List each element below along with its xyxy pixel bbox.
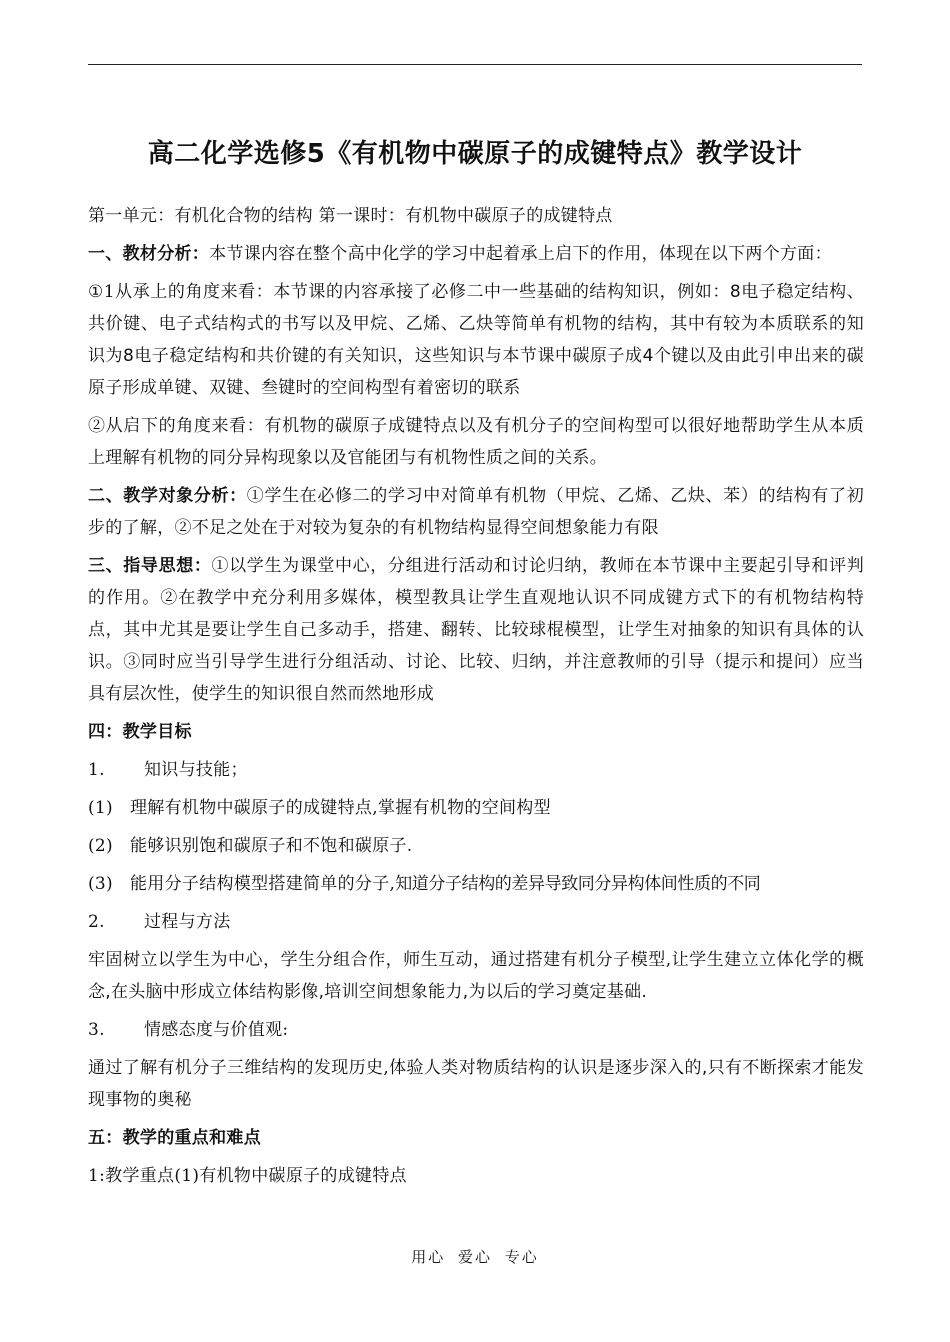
item-number: (2) — [88, 836, 113, 856]
key-point-label: 1:教学重点(1) — [88, 1166, 200, 1186]
document-body — [88, 200, 864, 1198]
paragraph-text: 从承上的角度来看：本节课的内容承接了必修二中一些基础的结构知识，例如：8电子稳定结构、共价键、电子式结构式的书写以及甲烷、乙烯、乙炔等简单有机物的结构，其中有较为本质联系的知识为8电子稳定结构和共价键的有关知识，这些知识与本节课中碳原子成4个键以及由此引申出来的碳原子形成单键、双键、叁键时的空间构型有着密切的联系 — [88, 282, 864, 398]
paragraph-text: 牢固树立以学生为中心，学生分组合作，师生互动，通过搭建有机分子模型, — [88, 950, 672, 970]
section-text: 本节课内容在整个高中化学的学习中起着承上启下的作用，体现在以下两个方面： — [209, 244, 832, 264]
page-footer: 用心 爱心 专心 — [411, 1248, 539, 1266]
goal-values-text — [88, 1052, 864, 1116]
paragraph-text: 通过了解有机分子三维结构的发现历史, — [88, 1058, 390, 1078]
item-text: 能够识别饱和碳原子和不饱和碳原子. — [130, 836, 413, 856]
unit-line: 第一单元：有机化合物的结构 第一课时：有机物中碳原子的成键特点 — [88, 206, 613, 226]
goal-label: 过程与方法 — [144, 912, 231, 932]
section-student-analysis — [88, 480, 864, 544]
header-rule — [88, 64, 862, 65]
paragraph-inherit — [88, 276, 864, 404]
document-title: 高二化学选修5《有机物中碳原子的成键特点》教学设计 — [147, 139, 803, 169]
paragraph-lead: ②从启下的角度来看：有机物的碳原子成键特点以及有机分子的空间构型可以很好地帮助学生从本质上理解有机物的同分异构现象以及官能团与有机物性质之间的关系。 — [88, 416, 864, 468]
section-text: ①学生在必修二的学习中对简单有机物（甲烷、乙烯、乙炔、苯）的结构有了初步的了解，②不足之处在于对较为复杂的有机物结构显得空间想象能力有限 — [88, 486, 864, 538]
goal-process-text — [88, 944, 864, 1008]
goal-label: 情感态度与价值观: — [144, 1020, 289, 1040]
section-teaching-goals-heading: 四：教学目标 — [88, 722, 192, 742]
goal-number: 3. — [88, 1020, 105, 1040]
section-heading: 三、指导思想： — [88, 556, 212, 576]
goal-label: 知识与技能； — [144, 760, 248, 780]
key-point-1 — [88, 1160, 864, 1192]
section-guiding-idea — [88, 550, 864, 710]
key-point-text: 有机物中碳原子的成键特点 — [199, 1166, 407, 1186]
item-number: (1) — [88, 798, 113, 818]
goal-knowledge — [88, 754, 864, 786]
paragraph-text-cont: 体验人类对物质结构的认识是逐步深入的,只有不断探索才能发现事物的奥秘 — [88, 1058, 864, 1110]
item-text-cont: 知道分子结构的差异导致同分异构体间性质的不同 — [395, 874, 761, 894]
goal-number: 1. — [88, 760, 105, 780]
goal-item-2 — [88, 830, 864, 862]
goal-process — [88, 906, 864, 938]
section-key-points-heading: 五：教学的重点和难点 — [88, 1128, 261, 1148]
section-textbook-analysis — [88, 238, 864, 270]
item-text: 理解有机物中碳原子的成键特点, — [130, 798, 378, 818]
section-heading: 一、教材分析： — [88, 244, 210, 264]
goal-item-3 — [88, 868, 864, 900]
item-text-cont: 掌握有机物的空间构型 — [377, 798, 551, 818]
section-heading: 二、教学对象分析： — [88, 486, 247, 506]
paragraph-text-cont: 让学生建立立体化学的概念,在头脑中形成立体结构影像,培训空间想象能力,为以后的学习奠定基础. — [88, 950, 864, 1002]
section-text: ①以学生为课堂中心，分组进行活动和讨论归纳，教师在本节课中主要起引导和评判的作用。②在教学中充分利用多媒体，模型教具让学生直观地认识不同成键方式下的有机物结构特点，其中尤其是要让学生自己多动手，搭建、翻转、比较球棍模型，让学生对抽象的知识有具体的认识。③同时应当引导学生进行分组活动、讨论、比较、归纳，并注意教师的引导（提示和提问）应当具有层次性，使学生的知识很自然而然地形成 — [88, 556, 864, 704]
item-text: 能用分子结构模型搭建简单的分子, — [130, 874, 396, 894]
goal-item-1 — [88, 792, 864, 824]
paragraph-marker: ①1 — [88, 282, 115, 302]
goal-values — [88, 1014, 864, 1046]
item-number: (3) — [88, 874, 113, 894]
goal-number: 2. — [88, 912, 105, 932]
